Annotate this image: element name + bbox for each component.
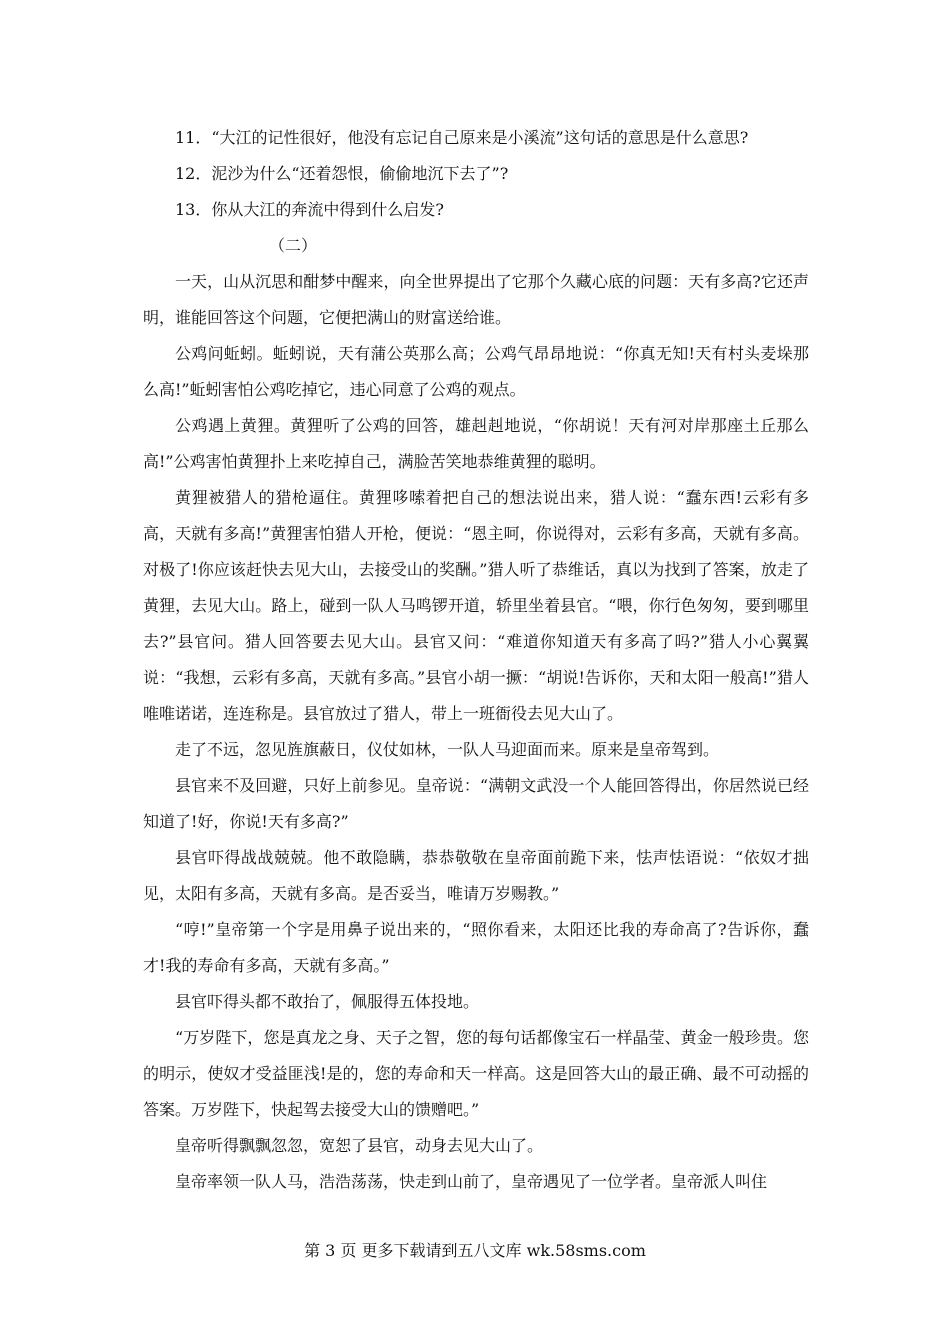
paragraph: 县官来不及回避，只好上前参见。皇帝说：“满朝文武没一个人能回答得出，你居然说已经知道了!好，你说!天有多高?” bbox=[143, 776, 809, 831]
paragraph: 黄狸被猎人的猎枪逼住。黄狸哆嗦着把自己的想法说出来，猎人说：“蠢东西!云彩有多高，天就有多高!”黄狸害怕猎人开枪，便说：“恩主呵，你说得对，云彩有多高，天就有多高。对极了!你应该赶快去见大山，去接受山的奖酬。”猎人听了恭维话，真以为找到了答案，放走了黄狸，去见大山。路上，碰到一队人马鸣锣开道，轿里坐着县官。“喂，你行色匆匆，要到哪里去?”县官问。猎人回答要去见大山。县官又问：“难道你知道天有多高了吗?”猎人小心翼翼说：“我想，云彩有多高，天就有多高。”县官小胡一撅：“胡说!告诉你，天和太阳一般高!”猎人唯唯诺诺，连连称是。县官放过了猎人，带上一班衙役去见大山了。 bbox=[143, 488, 809, 723]
paragraph: 皇帝率领一队人马，浩浩荡荡，快走到山前了，皇帝遇见了一位学者。皇帝派人叫住 bbox=[175, 1172, 768, 1191]
question-11: 11．“大江的记性很好，他没有忘记自己原来是小溪流”这句话的意思是什么意思? bbox=[175, 128, 749, 147]
paragraph: 县官吓得战战兢兢。他不敢隐瞒，恭恭敬敬在皇帝面前跪下来，怯声怯语说：“依奴才拙见，太阳有多高，天就有多高。是否妥当，唯请万岁赐教。” bbox=[143, 848, 809, 903]
paragraph: 一天，山从沉思和酣梦中醒来，向全世界提出了它那个久藏心底的问题：天有多高?它还声明，谁能回答这个问题，它便把满山的财富送给谁。 bbox=[143, 272, 809, 327]
paragraph: 县官吓得头都不敢抬了，佩服得五体投地。 bbox=[175, 992, 480, 1011]
paragraph: 皇帝听得飘飘忽忽，宽恕了县官，动身去见大山了。 bbox=[175, 1136, 544, 1155]
question-13: 13．你从大江的奔流中得到什么启发? bbox=[175, 200, 444, 219]
section-title: （二） bbox=[269, 236, 318, 255]
document-body bbox=[143, 120, 809, 1200]
paragraph: 走了不远，忽见旌旗蔽日，仪仗如林，一队人马迎面而来。原来是皇帝驾到。 bbox=[175, 740, 720, 759]
page-footer: 第 3 页 更多下载请到五八文库 wk.58sms.com bbox=[304, 1241, 646, 1260]
paragraph: “万岁陛下，您是真龙之身、天子之智，您的每句话都像宝石一样晶莹、黄金一般珍贵。您的明示，使奴才受益匪浅!是的，您的寿命和天一样高。这是回答大山的最正确、最不可动摇的答案。万岁陛下，快起驾去接受大山的馈赠吧。” bbox=[143, 1028, 809, 1119]
paragraph: 公鸡遇上黄狸。黄狸听了公鸡的回答，雄赳赳地说，“你胡说！天有河对岸那座土丘那么高!”公鸡害怕黄狸扑上来吃掉自己，满脸苦笑地恭维黄狸的聪明。 bbox=[143, 416, 809, 471]
paragraph: 公鸡问蚯蚓。蚯蚓说，天有蒲公英那么高；公鸡气昂昂地说：“你真无知!天有村头麦垛那么高!”蚯蚓害怕公鸡吃掉它，违心同意了公鸡的观点。 bbox=[143, 344, 809, 399]
paragraph: “哼!”皇帝第一个字是用鼻子说出来的，“照你看来，太阳还比我的寿命高了?告诉你，蠢才!我的寿命有多高，天就有多高。” bbox=[143, 920, 809, 975]
question-12: 12．泥沙为什么“还着怨恨，偷偷地沉下去了”? bbox=[175, 164, 509, 183]
